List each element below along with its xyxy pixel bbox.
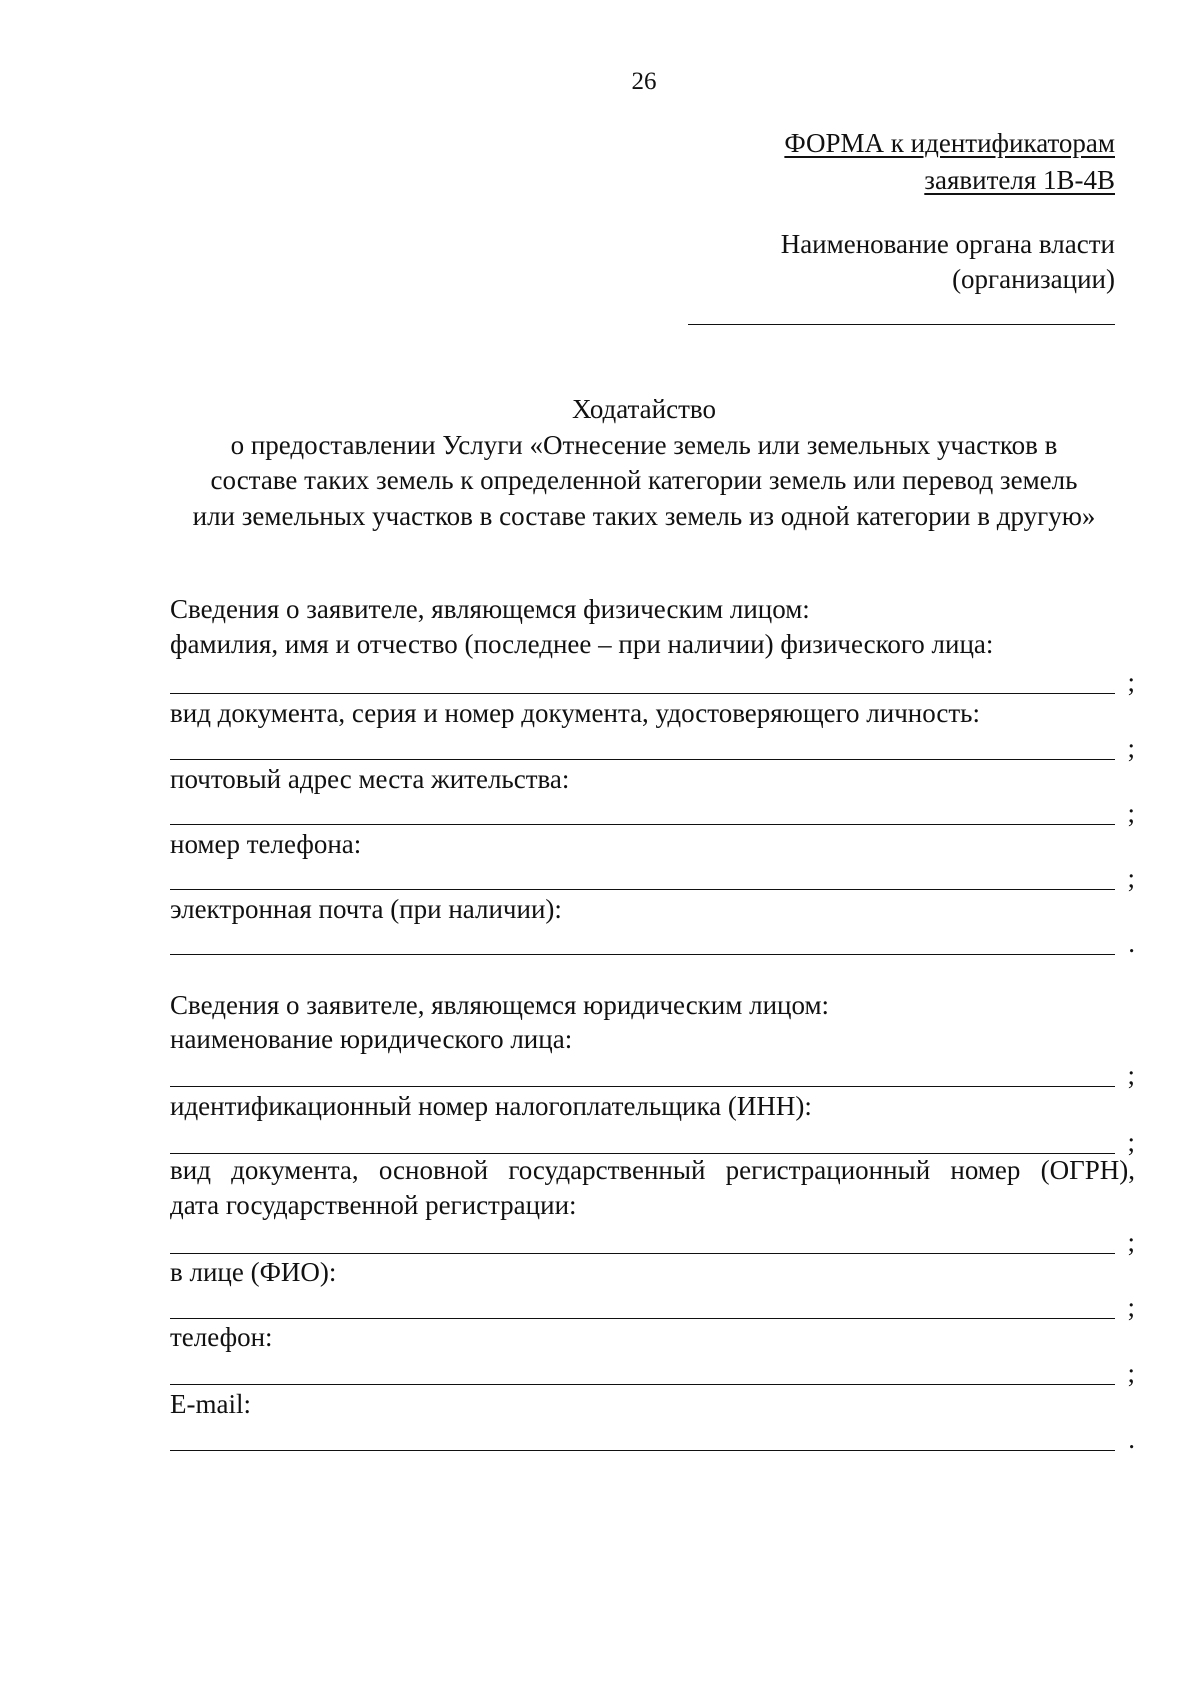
field-punct: ; (1127, 1358, 1135, 1388)
individual-field-label: вид документа, серия и номер документа, удостоверяющего личность: (170, 698, 980, 728)
individual-id-document-input[interactable] (170, 732, 1135, 764)
individual-address-input[interactable] (170, 797, 1135, 829)
field-punct: ; (1127, 733, 1135, 763)
authority-line1: Наименование органа власти (780, 229, 1115, 259)
individual-email-input[interactable] (170, 927, 1135, 959)
legal-ogrn-input[interactable] (170, 1226, 1135, 1258)
individual-field-label: фамилия, имя и отчество (последнее – при наличии) физического лица: (170, 629, 994, 659)
individual-field-label: электронная почта (при наличии): (170, 894, 562, 924)
fill-line (170, 1384, 1115, 1385)
legal-ogrn-label-word: вид (170, 1155, 211, 1185)
field-punct: . (1128, 928, 1135, 958)
legal-field-label: наименование юридического лица: (170, 1024, 573, 1054)
fill-line (170, 759, 1115, 760)
legal-representative-input[interactable] (170, 1291, 1135, 1323)
field-punct: ; (1127, 667, 1135, 697)
individual-phone-input[interactable] (170, 862, 1135, 894)
fill-line (170, 1450, 1115, 1451)
legal-field-label: дата государственной регистрации: (170, 1190, 577, 1220)
document-title-line1: о предоставлении Услуги «Отнесение земель или земельных участков в (230, 430, 1058, 460)
fill-line (170, 1086, 1115, 1087)
individual-section-header: Сведения о заявителе, являющемся физическим лицом: (170, 594, 810, 624)
legal-ogrn-label-word: регистрационный (725, 1155, 931, 1185)
field-punct: ; (1127, 1127, 1135, 1157)
legal-field-label: телефон: (170, 1322, 273, 1352)
document-heading: Ходатайство (572, 394, 716, 424)
fill-line (170, 824, 1115, 825)
legal-ogrn-label-word: государственный (508, 1155, 706, 1185)
fill-line (170, 693, 1115, 694)
field-punct: ; (1127, 798, 1135, 828)
page-number: 26 (631, 68, 657, 95)
legal-field-label: в лице (ФИО): (170, 1257, 337, 1287)
legal-name-input[interactable] (170, 1059, 1135, 1091)
fill-line (170, 1318, 1115, 1319)
document-title-line2: составе таких земель к определенной категории земель или перевод земель (210, 465, 1078, 495)
individual-field-label: почтовый адрес места жительства: (170, 764, 570, 794)
legal-field-label (170, 1154, 1135, 1186)
form-label-line1: ФОРМА к идентификаторам (784, 128, 1115, 158)
legal-ogrn-label-word: номер (950, 1155, 1021, 1185)
legal-field-label: E-mail: (170, 1389, 251, 1419)
legal-ogrn-label-word: (ОГРН), (1040, 1155, 1135, 1185)
authority-line2: (организации) (952, 264, 1115, 294)
document-title-line3: или земельных участков в составе таких земель из одной категории в другую» (192, 501, 1096, 531)
individual-field-label: номер телефона: (170, 829, 362, 859)
field-punct: ; (1127, 1292, 1135, 1322)
field-punct: ; (1127, 863, 1135, 893)
fill-line (170, 954, 1115, 955)
authority-signature-line (688, 324, 1115, 325)
legal-section-header: Сведения о заявителе, являющемся юридическим лицом: (170, 990, 830, 1020)
legal-ogrn-label-word: документа, (231, 1155, 359, 1185)
field-punct: . (1128, 1424, 1135, 1454)
fill-line (170, 889, 1115, 890)
legal-phone-input[interactable] (170, 1357, 1135, 1389)
form-label-line2: заявителя 1В-4В (924, 165, 1115, 195)
legal-email-input[interactable] (170, 1423, 1135, 1455)
legal-field-label: идентификационный номер налогоплательщика (ИНН): (170, 1091, 812, 1121)
fill-line (170, 1253, 1115, 1254)
individual-fullname-input[interactable] (170, 666, 1135, 698)
legal-ogrn-label-word: основной (378, 1155, 489, 1185)
field-punct: ; (1127, 1227, 1135, 1257)
field-punct: ; (1127, 1060, 1135, 1090)
